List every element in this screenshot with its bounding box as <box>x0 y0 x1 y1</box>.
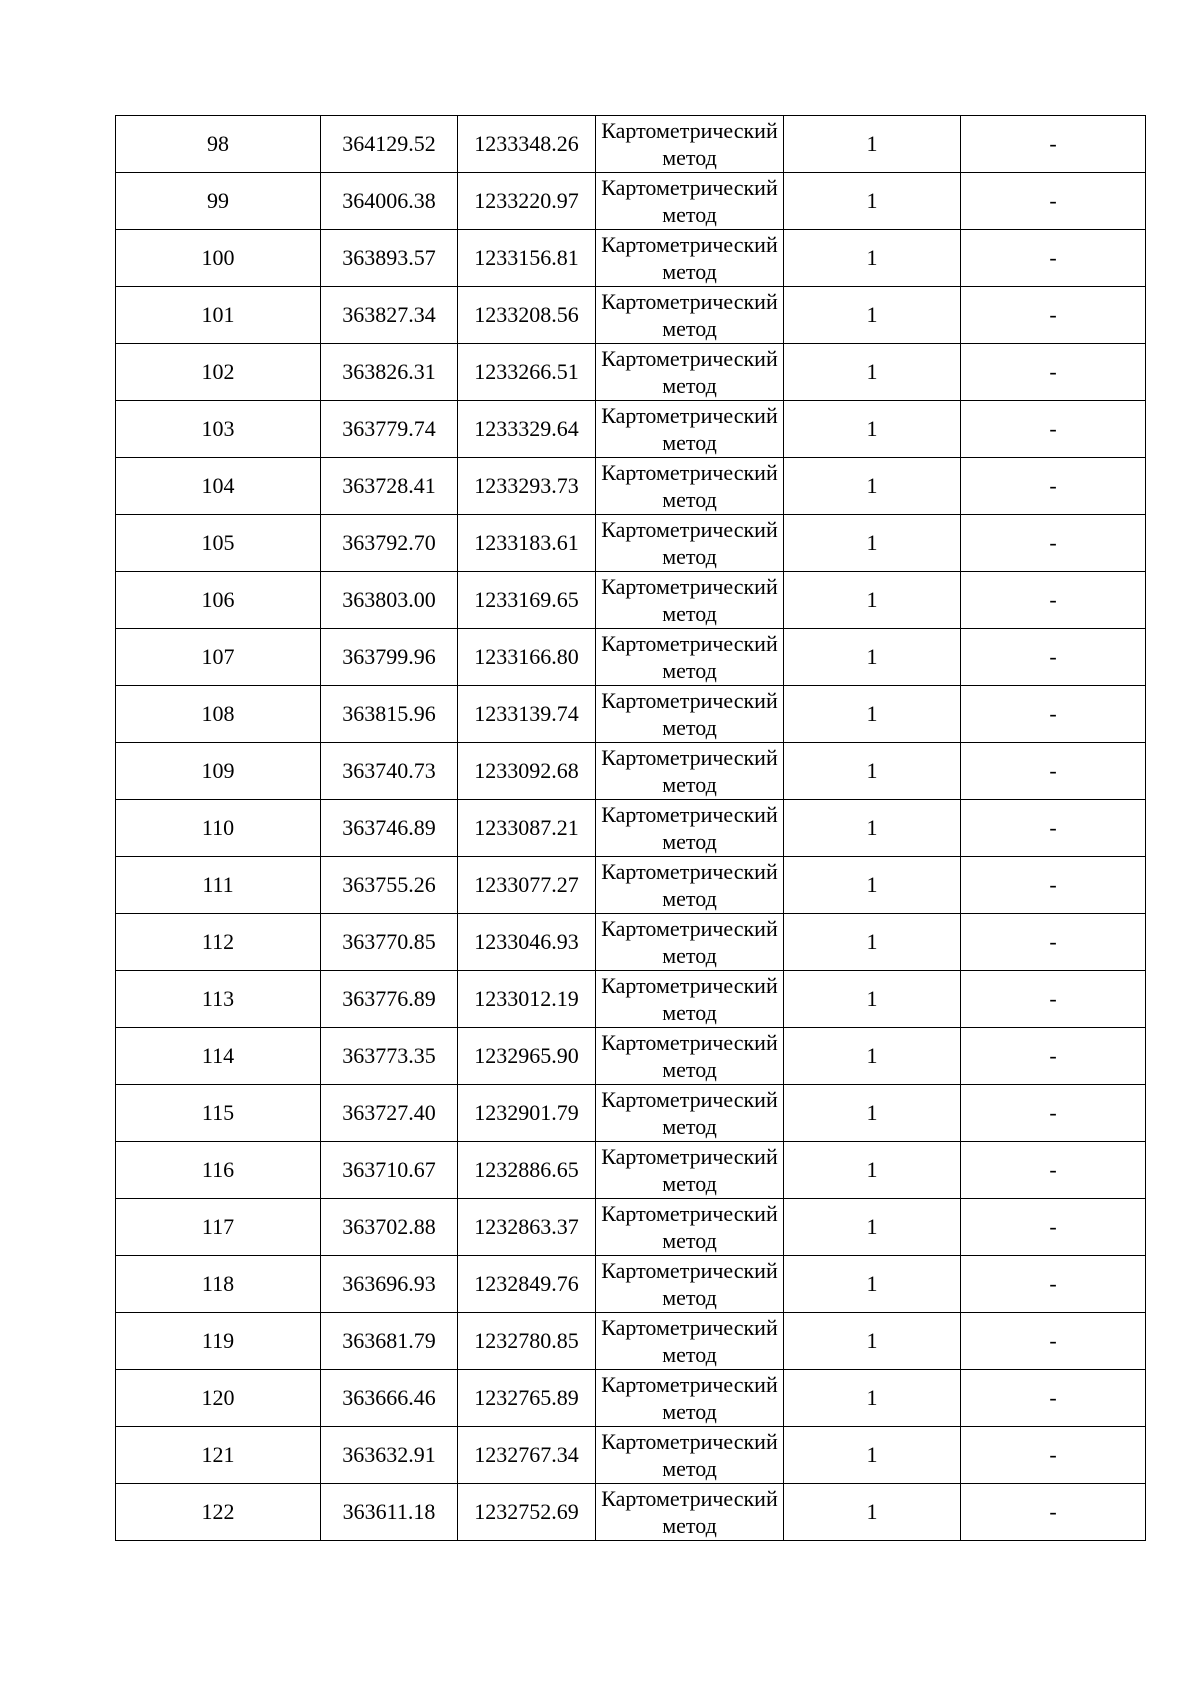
x-coordinate-cell: 363770.85 <box>321 914 458 971</box>
table-row <box>116 971 1146 1028</box>
table-row <box>116 173 1146 230</box>
table-row <box>116 743 1146 800</box>
method-text: Картометрический метод <box>601 1144 778 1196</box>
y-coordinate-cell: 1233169.65 <box>458 572 596 629</box>
accuracy-cell: 1 <box>784 173 961 230</box>
x-coordinate-cell: 363826.31 <box>321 344 458 401</box>
table-row <box>116 1028 1146 1085</box>
description-cell: - <box>961 458 1146 515</box>
method-cell <box>596 173 784 230</box>
table-row <box>116 800 1146 857</box>
x-coordinate-cell: 363727.40 <box>321 1085 458 1142</box>
y-coordinate-cell: 1233293.73 <box>458 458 596 515</box>
accuracy-cell: 1 <box>784 1484 961 1541</box>
point-number-cell: 121 <box>116 1427 321 1484</box>
table-row <box>116 515 1146 572</box>
table-row <box>116 1256 1146 1313</box>
method-text: Картометрический метод <box>601 289 778 341</box>
method-cell <box>596 1142 784 1199</box>
description-cell: - <box>961 1313 1146 1370</box>
y-coordinate-cell: 1233139.74 <box>458 686 596 743</box>
x-coordinate-cell: 363776.89 <box>321 971 458 1028</box>
accuracy-cell: 1 <box>784 1427 961 1484</box>
method-text: Картометрический метод <box>601 118 778 170</box>
method-text: Картометрический метод <box>601 574 778 626</box>
method-cell <box>596 686 784 743</box>
table-row <box>116 1199 1146 1256</box>
point-number-cell: 114 <box>116 1028 321 1085</box>
accuracy-cell: 1 <box>784 1370 961 1427</box>
y-coordinate-cell: 1232767.34 <box>458 1427 596 1484</box>
description-cell: - <box>961 1370 1146 1427</box>
point-number-cell: 122 <box>116 1484 321 1541</box>
method-cell <box>596 1256 784 1313</box>
accuracy-cell: 1 <box>784 971 961 1028</box>
description-cell: - <box>961 1142 1146 1199</box>
x-coordinate-cell: 363755.26 <box>321 857 458 914</box>
accuracy-cell: 1 <box>784 515 961 572</box>
y-coordinate-cell: 1233087.21 <box>458 800 596 857</box>
description-cell: - <box>961 173 1146 230</box>
method-text: Картометрический метод <box>601 1486 778 1538</box>
point-number-cell: 113 <box>116 971 321 1028</box>
table-row <box>116 1142 1146 1199</box>
accuracy-cell: 1 <box>784 914 961 971</box>
table-row <box>116 572 1146 629</box>
table-row <box>116 857 1146 914</box>
y-coordinate-cell: 1233156.81 <box>458 230 596 287</box>
y-coordinate-cell: 1232849.76 <box>458 1256 596 1313</box>
method-text: Картометрический метод <box>601 346 778 398</box>
table-row <box>116 401 1146 458</box>
description-cell: - <box>961 743 1146 800</box>
accuracy-cell: 1 <box>784 572 961 629</box>
y-coordinate-cell: 1233348.26 <box>458 116 596 173</box>
y-coordinate-cell: 1232965.90 <box>458 1028 596 1085</box>
x-coordinate-cell: 364006.38 <box>321 173 458 230</box>
x-coordinate-cell: 364129.52 <box>321 116 458 173</box>
y-coordinate-cell: 1233329.64 <box>458 401 596 458</box>
x-coordinate-cell: 363773.35 <box>321 1028 458 1085</box>
y-coordinate-cell: 1232780.85 <box>458 1313 596 1370</box>
method-text: Картометрический метод <box>601 631 778 683</box>
table-row <box>116 686 1146 743</box>
x-coordinate-cell: 363611.18 <box>321 1484 458 1541</box>
table-row <box>116 1427 1146 1484</box>
accuracy-cell: 1 <box>784 686 961 743</box>
method-cell <box>596 629 784 686</box>
method-cell <box>596 458 784 515</box>
accuracy-cell: 1 <box>784 1199 961 1256</box>
method-text: Картометрический метод <box>601 973 778 1025</box>
point-number-cell: 99 <box>116 173 321 230</box>
point-number-cell: 120 <box>116 1370 321 1427</box>
y-coordinate-cell: 1233077.27 <box>458 857 596 914</box>
method-cell <box>596 1028 784 1085</box>
coordinates-table <box>115 115 1146 1541</box>
y-coordinate-cell: 1233220.97 <box>458 173 596 230</box>
y-coordinate-cell: 1232886.65 <box>458 1142 596 1199</box>
method-text: Картометрический метод <box>601 1030 778 1082</box>
accuracy-cell: 1 <box>784 344 961 401</box>
accuracy-cell: 1 <box>784 287 961 344</box>
point-number-cell: 98 <box>116 116 321 173</box>
accuracy-cell: 1 <box>784 1085 961 1142</box>
point-number-cell: 107 <box>116 629 321 686</box>
description-cell: - <box>961 914 1146 971</box>
point-number-cell: 112 <box>116 914 321 971</box>
table-row <box>116 344 1146 401</box>
table-row <box>116 1085 1146 1142</box>
description-cell: - <box>961 1427 1146 1484</box>
point-number-cell: 101 <box>116 287 321 344</box>
method-text: Картометрический метод <box>601 1372 778 1424</box>
x-coordinate-cell: 363827.34 <box>321 287 458 344</box>
accuracy-cell: 1 <box>784 116 961 173</box>
point-number-cell: 110 <box>116 800 321 857</box>
method-cell <box>596 1370 784 1427</box>
point-number-cell: 106 <box>116 572 321 629</box>
x-coordinate-cell: 363728.41 <box>321 458 458 515</box>
x-coordinate-cell: 363702.88 <box>321 1199 458 1256</box>
method-text: Картометрический метод <box>601 802 778 854</box>
accuracy-cell: 1 <box>784 1142 961 1199</box>
y-coordinate-cell: 1233183.61 <box>458 515 596 572</box>
table-row <box>116 1313 1146 1370</box>
table-row <box>116 230 1146 287</box>
method-cell <box>596 800 784 857</box>
x-coordinate-cell: 363740.73 <box>321 743 458 800</box>
method-cell <box>596 572 784 629</box>
method-text: Картометрический метод <box>601 859 778 911</box>
method-cell <box>596 116 784 173</box>
method-text: Картометрический метод <box>601 688 778 740</box>
method-text: Картометрический метод <box>601 1087 778 1139</box>
description-cell: - <box>961 857 1146 914</box>
y-coordinate-cell: 1232752.69 <box>458 1484 596 1541</box>
point-number-cell: 105 <box>116 515 321 572</box>
description-cell: - <box>961 629 1146 686</box>
x-coordinate-cell: 363779.74 <box>321 401 458 458</box>
method-text: Картометрический метод <box>601 517 778 569</box>
method-text: Картометрический метод <box>601 403 778 455</box>
description-cell: - <box>961 971 1146 1028</box>
accuracy-cell: 1 <box>784 743 961 800</box>
y-coordinate-cell: 1232765.89 <box>458 1370 596 1427</box>
method-cell <box>596 515 784 572</box>
accuracy-cell: 1 <box>784 1256 961 1313</box>
method-cell <box>596 1313 784 1370</box>
accuracy-cell: 1 <box>784 857 961 914</box>
description-cell: - <box>961 1484 1146 1541</box>
method-text: Картометрический метод <box>601 1315 778 1367</box>
method-cell <box>596 344 784 401</box>
method-text: Картометрический метод <box>601 916 778 968</box>
table-row <box>116 1484 1146 1541</box>
accuracy-cell: 1 <box>784 1028 961 1085</box>
point-number-cell: 100 <box>116 230 321 287</box>
point-number-cell: 109 <box>116 743 321 800</box>
table-row <box>116 914 1146 971</box>
method-cell <box>596 1199 784 1256</box>
point-number-cell: 102 <box>116 344 321 401</box>
x-coordinate-cell: 363803.00 <box>321 572 458 629</box>
point-number-cell: 115 <box>116 1085 321 1142</box>
table-row <box>116 1370 1146 1427</box>
point-number-cell: 118 <box>116 1256 321 1313</box>
x-coordinate-cell: 363681.79 <box>321 1313 458 1370</box>
method-cell <box>596 230 784 287</box>
accuracy-cell: 1 <box>784 230 961 287</box>
method-text: Картометрический метод <box>601 175 778 227</box>
method-text: Картометрический метод <box>601 1429 778 1481</box>
method-text: Картометрический метод <box>601 1201 778 1253</box>
x-coordinate-cell: 363710.67 <box>321 1142 458 1199</box>
method-cell <box>596 1085 784 1142</box>
y-coordinate-cell: 1232863.37 <box>458 1199 596 1256</box>
x-coordinate-cell: 363746.89 <box>321 800 458 857</box>
method-text: Картометрический метод <box>601 1258 778 1310</box>
table-row <box>116 287 1146 344</box>
x-coordinate-cell: 363815.96 <box>321 686 458 743</box>
point-number-cell: 111 <box>116 857 321 914</box>
point-number-cell: 117 <box>116 1199 321 1256</box>
description-cell: - <box>961 230 1146 287</box>
description-cell: - <box>961 1028 1146 1085</box>
y-coordinate-cell: 1233166.80 <box>458 629 596 686</box>
description-cell: - <box>961 572 1146 629</box>
x-coordinate-cell: 363893.57 <box>321 230 458 287</box>
description-cell: - <box>961 515 1146 572</box>
coordinates-table-body <box>116 116 1146 1541</box>
point-number-cell: 119 <box>116 1313 321 1370</box>
y-coordinate-cell: 1233266.51 <box>458 344 596 401</box>
method-text: Картометрический метод <box>601 460 778 512</box>
point-number-cell: 116 <box>116 1142 321 1199</box>
method-cell <box>596 1427 784 1484</box>
description-cell: - <box>961 1199 1146 1256</box>
accuracy-cell: 1 <box>784 629 961 686</box>
y-coordinate-cell: 1233208.56 <box>458 287 596 344</box>
method-cell <box>596 743 784 800</box>
method-cell <box>596 971 784 1028</box>
description-cell: - <box>961 800 1146 857</box>
description-cell: - <box>961 1085 1146 1142</box>
description-cell: - <box>961 116 1146 173</box>
x-coordinate-cell: 363696.93 <box>321 1256 458 1313</box>
point-number-cell: 103 <box>116 401 321 458</box>
x-coordinate-cell: 363632.91 <box>321 1427 458 1484</box>
method-cell <box>596 914 784 971</box>
table-row <box>116 458 1146 515</box>
x-coordinate-cell: 363666.46 <box>321 1370 458 1427</box>
method-cell <box>596 857 784 914</box>
description-cell: - <box>961 401 1146 458</box>
method-cell <box>596 401 784 458</box>
y-coordinate-cell: 1233012.19 <box>458 971 596 1028</box>
accuracy-cell: 1 <box>784 458 961 515</box>
x-coordinate-cell: 363799.96 <box>321 629 458 686</box>
description-cell: - <box>961 344 1146 401</box>
description-cell: - <box>961 1256 1146 1313</box>
accuracy-cell: 1 <box>784 401 961 458</box>
table-row <box>116 629 1146 686</box>
method-cell <box>596 287 784 344</box>
y-coordinate-cell: 1232901.79 <box>458 1085 596 1142</box>
point-number-cell: 104 <box>116 458 321 515</box>
x-coordinate-cell: 363792.70 <box>321 515 458 572</box>
accuracy-cell: 1 <box>784 1313 961 1370</box>
method-cell <box>596 1484 784 1541</box>
y-coordinate-cell: 1233046.93 <box>458 914 596 971</box>
description-cell: - <box>961 287 1146 344</box>
table-row <box>116 116 1146 173</box>
point-number-cell: 108 <box>116 686 321 743</box>
method-text: Картометрический метод <box>601 232 778 284</box>
y-coordinate-cell: 1233092.68 <box>458 743 596 800</box>
description-cell: - <box>961 686 1146 743</box>
method-text: Картометрический метод <box>601 745 778 797</box>
accuracy-cell: 1 <box>784 800 961 857</box>
